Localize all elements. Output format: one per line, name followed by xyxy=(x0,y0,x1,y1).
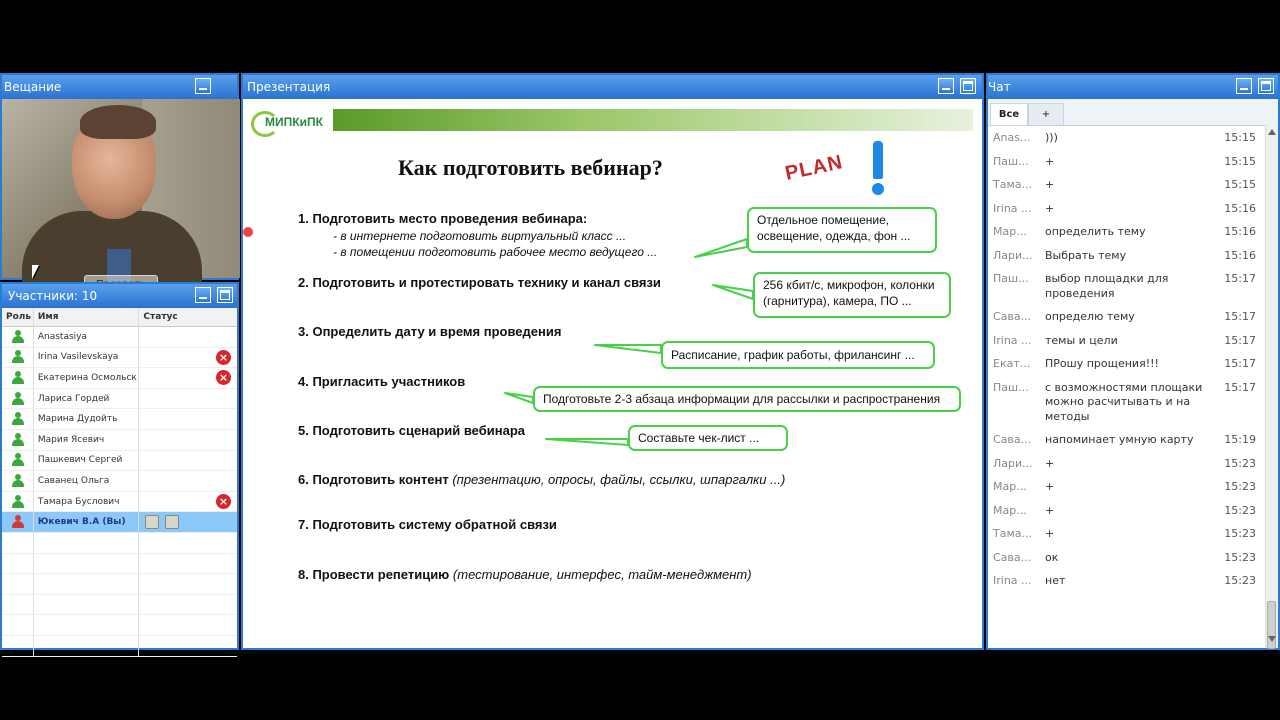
participant-icon xyxy=(11,474,25,488)
chat-panel xyxy=(986,73,1280,650)
chat-message: Паш... с возможностями площаки можно расчитывать и на методы 15:17 xyxy=(993,380,1256,423)
plan-word: PLAN xyxy=(783,151,845,185)
logo: МИПКиПК xyxy=(251,107,323,133)
chat-message: Паш... + 15:15 xyxy=(993,154,1256,168)
list-item: 4. Пригласить участников xyxy=(298,374,466,389)
minimize-button[interactable] xyxy=(938,78,954,94)
chat-tabs xyxy=(988,99,1278,126)
chat-message: Сава... напоминает умную карту 15:19 xyxy=(993,433,1256,446)
host-icon xyxy=(11,515,25,529)
list-item: 5. Подготовить сценарий вебинара xyxy=(298,423,525,438)
chat-message: Лари... + 15:23 xyxy=(993,456,1256,470)
chat-message: Сава... ок 15:23 xyxy=(993,550,1256,564)
chat-message: Irina ... темы и цели 15:17 xyxy=(993,333,1256,347)
broadcast-titlebar xyxy=(2,75,237,99)
participant-name: Саванец Ольга xyxy=(34,471,140,491)
list-item: 7. Подготовить систему обратной связи xyxy=(298,517,557,532)
participant-icon xyxy=(11,350,25,364)
scroll-up-icon[interactable] xyxy=(1268,129,1276,135)
participant-icon xyxy=(11,433,25,447)
participant-name: Тамара Буслович xyxy=(34,492,140,512)
participant-name: Anastasiya xyxy=(34,327,140,347)
callout-equipment: 256 кбит/с, микрофон, колонки (гарнитура), камера, ПО ... xyxy=(753,272,951,318)
edit-icon[interactable] xyxy=(145,515,159,529)
column-name[interactable]: Имя xyxy=(34,308,140,326)
participant-name: Екатерина Осмольск xyxy=(34,368,140,388)
chat-messages xyxy=(988,125,1264,648)
callout-checklist: Составьте чек-лист ... xyxy=(628,425,788,451)
participant-icon xyxy=(11,453,25,467)
minimize-button[interactable] xyxy=(195,78,211,94)
chat-message: Мар... + 15:23 xyxy=(993,480,1256,493)
empty-row xyxy=(2,615,237,636)
participants-header xyxy=(2,308,237,327)
participant-name: Пашкевич Сергей xyxy=(34,451,140,471)
chat-message: Irina ... нет 15:23 xyxy=(993,574,1256,587)
participants-title: Участники: 10 xyxy=(8,289,98,303)
minimize-button[interactable] xyxy=(195,287,211,303)
participants-titlebar xyxy=(2,284,237,308)
participant-row[interactable] xyxy=(2,389,237,410)
broadcast-title: Вещание xyxy=(4,80,62,94)
maximize-button[interactable] xyxy=(1258,78,1274,94)
chat-message: Екат... ПРошу прощения!!! 15:17 xyxy=(993,357,1256,370)
list-item: 6. Подготовить контент (презентацию, опросы, файлы, ссылки, шпаргалки ...) xyxy=(298,472,786,487)
participant-name: Мария Ясевич xyxy=(34,430,140,450)
chat-message: Тама... + 15:23 xyxy=(993,527,1256,540)
participant-icon xyxy=(11,412,25,426)
maximize-button[interactable] xyxy=(960,78,976,94)
participant-row-self[interactable] xyxy=(2,512,237,533)
callout-schedule: Расписание, график работы, фрилансинг ... xyxy=(661,341,935,369)
callout-invitation: Подготовьте 2-3 абзаца информации для рассылки и распространения xyxy=(533,386,961,412)
empty-row xyxy=(2,554,237,575)
chat-message: Мар... + 15:23 xyxy=(993,503,1256,517)
presentation-title: Презентация xyxy=(247,80,331,94)
empty-row xyxy=(2,574,237,595)
participant-row[interactable] xyxy=(2,492,237,513)
presentation-titlebar xyxy=(243,75,982,99)
remove-icon[interactable]: × xyxy=(216,494,231,509)
list-item: 2. Подготовить и протестировать технику и канал связи xyxy=(298,275,661,290)
chat-titlebar xyxy=(988,75,1278,99)
participant-name: Лариса Гордей xyxy=(34,389,140,409)
maximize-button[interactable] xyxy=(217,287,233,303)
empty-row xyxy=(2,636,237,657)
participant-icon xyxy=(11,371,25,385)
participant-name: Юкевич В.А (Вы) xyxy=(34,512,140,532)
participant-icon xyxy=(11,495,25,509)
column-status[interactable]: Статус xyxy=(143,312,178,322)
mouse-cursor-icon xyxy=(32,265,39,279)
participants-list xyxy=(2,327,237,657)
callout-location: Отдельное помещение, освещение, одежда, фон ... xyxy=(747,207,937,253)
empty-row xyxy=(2,595,237,616)
column-role[interactable]: Роль xyxy=(2,308,34,326)
list-item: 3. Определить дату и время проведения xyxy=(298,324,562,339)
participant-row[interactable] xyxy=(2,409,237,430)
webcam-icon[interactable] xyxy=(165,515,179,529)
participant-row[interactable] xyxy=(2,327,237,348)
chat-title: Чат xyxy=(988,80,1011,94)
participant-name: Irina Vasilevskaya xyxy=(34,348,140,368)
chat-message: Сава... определю тему 15:17 xyxy=(993,310,1256,323)
remove-icon[interactable]: × xyxy=(216,350,231,365)
participant-row[interactable] xyxy=(2,430,237,451)
tab-all[interactable]: Все xyxy=(990,103,1028,125)
slide xyxy=(243,99,982,648)
broadcast-panel xyxy=(0,73,239,280)
minimize-button[interactable] xyxy=(1236,78,1252,94)
participant-icon xyxy=(11,330,25,344)
participant-row[interactable] xyxy=(2,368,237,389)
participant-row[interactable] xyxy=(2,471,237,492)
chat-message: Anas... ))) 15:15 xyxy=(993,131,1256,144)
chat-message: Мар... определить тему 15:16 xyxy=(993,225,1256,238)
chat-message: Irina ... + 15:16 xyxy=(993,201,1256,215)
list-subitem: - в помещении подготовить рабочее место ведущего ... xyxy=(333,245,658,259)
empty-row xyxy=(2,533,237,554)
participant-row[interactable] xyxy=(2,451,237,472)
participant-row[interactable] xyxy=(2,348,237,369)
tab-add[interactable]: + xyxy=(1028,103,1064,125)
webcam-video xyxy=(2,99,237,278)
chat-message: Лари... Выбрать тему 15:16 xyxy=(993,248,1256,262)
participant-name: Марина Дудойть xyxy=(34,409,140,429)
scroll-down-icon[interactable] xyxy=(1268,636,1276,642)
list-item: 1. Подготовить место проведения вебинара: xyxy=(298,211,588,226)
chat-message: Паш... выбор площадки для проведения 15:17 xyxy=(993,272,1256,300)
list-item: 8. Провести репетицию (тестирование, интерфес, тайм-менеджмент) xyxy=(298,567,752,582)
participants-panel xyxy=(0,282,239,650)
remove-icon[interactable]: × xyxy=(216,370,231,385)
list-subitem: - в интернете подготовить виртуальный класс ... xyxy=(333,229,627,243)
presentation-panel xyxy=(241,73,984,650)
participant-icon xyxy=(11,392,25,406)
chat-message: Тама... + 15:15 xyxy=(993,178,1256,191)
chat-scrollbar[interactable] xyxy=(1265,125,1278,648)
slide-title: Как подготовить вебинар? xyxy=(398,155,663,180)
